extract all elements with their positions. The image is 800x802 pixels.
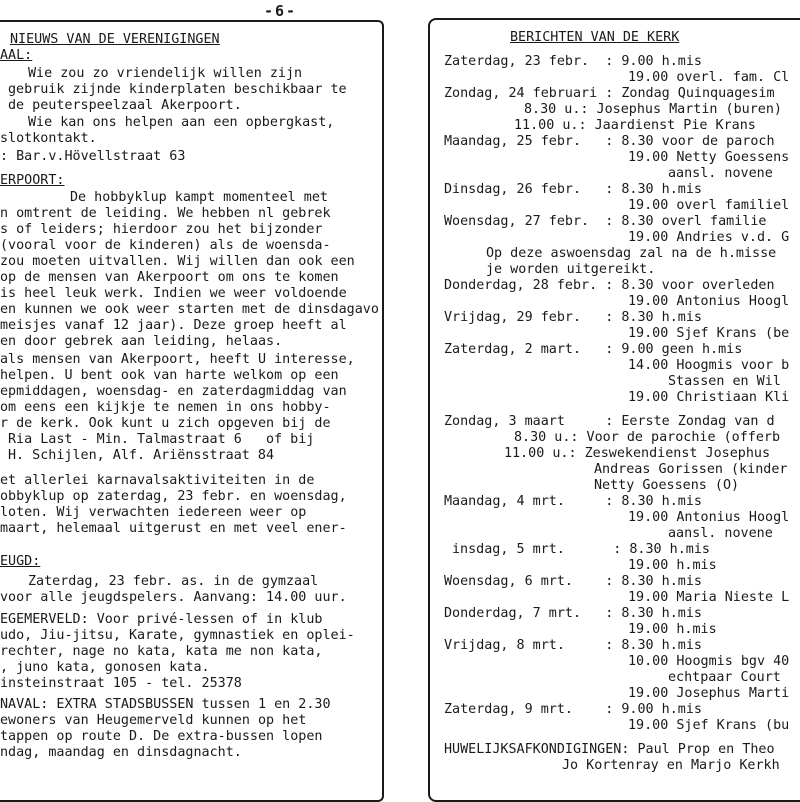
left-line: , juno kata, gonosen kata. [0, 660, 210, 675]
left-line: s of leiders; hierdoor zou het bijzonder [0, 222, 323, 237]
right-line: Vrijdag, 29 febr. : 8.30 h.mis [444, 310, 702, 325]
right-line: 14.00 Hoogmis voor b [628, 358, 790, 373]
left-line: H. Schijlen, Alf. Ariënsstraat 84 [8, 448, 275, 463]
page-number: -6- [264, 2, 298, 20]
right-line: 19.00 overl. fam. Cl [628, 70, 790, 85]
left-line: (vooral voor de kinderen) als de woensda- [0, 238, 331, 253]
right-line: 19.00 Sjef Krans (be [628, 326, 790, 341]
left-title: NIEUWS VAN DE VERENIGINGEN [10, 32, 220, 47]
left-line: obbyklup op zaterdag, 23 febr. en woensdag, [0, 489, 347, 504]
left-line: de peuterspeelzaal Akerpoort. [8, 98, 242, 113]
left-line: is heel leuk werk. Indien we weer voldoende [0, 286, 347, 301]
right-line: 8.30 u.: Josephus Martin (buren) [524, 102, 782, 117]
right-line: aansl. novene [668, 526, 773, 541]
right-line: 19.00 Sjef Krans (bu [628, 718, 790, 733]
right-line: 19.00 Antonius Hoogl [628, 510, 790, 525]
left-line: slotkontakt. [0, 131, 97, 146]
right-line: Woensdag, 6 mrt. : 8.30 h.mis [444, 574, 702, 589]
right-line: Zondag, 24 februari : Zondag Quinquagesim [444, 86, 775, 101]
right-line: Zondag, 3 maart : Eerste Zondag van d [444, 414, 775, 429]
left-line: insteinstraat 105 - tel. 25378 [0, 676, 242, 691]
left-line: om eens een kijkje te nemen in ons hobby- [0, 400, 331, 415]
right-line: insdag, 5 mrt. : 8.30 h.mis [452, 542, 710, 557]
right-line: Vrijdag, 8 mrt. : 8.30 h.mis [444, 638, 702, 653]
right-line: 19.00 Antonius Hoogl [628, 294, 790, 309]
left-line: gebruik zijnde kinderplaten beschikbaar te [8, 82, 347, 97]
right-line: je worden uitgereikt. [486, 262, 656, 277]
right-line: Zaterdag, 9 mrt. : 9.00 h.mis [444, 702, 702, 717]
left-line: EGEMERVELD: Voor privé-lessen of in klub [0, 612, 323, 627]
left-line: voor alle jeugdspelers. Aanvang: 14.00 uur. [0, 590, 347, 605]
left-line: op de mensen van Akerpoort om ons te komen [0, 270, 339, 285]
left-line: De hobbyklup kampt momenteel met [70, 190, 328, 205]
right-line: 11.00 u.: Jaardienst Pie Krans [514, 118, 756, 133]
right-line: Maandag, 4 mrt. : 8.30 h.mis [444, 494, 702, 509]
right-line: Jo Kortenray en Marjo Kerkh [562, 758, 780, 773]
right-line: 19.00 Christiaan Kli [628, 390, 790, 405]
right-line: 19.00 Netty Goessens [628, 150, 790, 165]
right-line: HUWELIJKSAFKONDIGINGEN: Paul Prop en Theo [444, 742, 775, 757]
left-line: AAL: [0, 48, 33, 63]
left-line: epmiddagen, woensdag- en zaterdagmiddag van [0, 384, 347, 399]
right-line: aansl. novene [668, 166, 773, 181]
right-line: Op deze aswoensdag zal na de h.misse [486, 246, 777, 261]
left-panel-verenigingen [0, 20, 384, 802]
left-line: als mensen van Akerpoort, heeft U interesse, [0, 352, 355, 367]
right-line: Donderdag, 7 mrt. : 8.30 h.mis [444, 606, 702, 621]
left-line: ndag, maandag en dinsdagnacht. [0, 745, 242, 760]
right-line: 19.00 h.mis [628, 558, 717, 573]
right-line: 8.30 u.: Voor de parochie (offerb [514, 430, 781, 445]
right-line: 11.00 u.: Zeswekendienst Josephus [504, 446, 771, 461]
right-title: BERICHTEN VAN DE KERK [510, 30, 680, 45]
left-line: meisjes vanaf 12 jaar). Deze groep heeft al [0, 318, 347, 333]
left-line: maart, helemaal uitgerust en met veel ener- [0, 521, 347, 536]
right-line: 19.00 Maria Nieste L [628, 590, 790, 605]
left-line: Wie zou zo vriendelijk willen zijn [28, 66, 303, 81]
left-line: Wie kan ons helpen aan een opbergkast, [28, 115, 335, 130]
right-line: Dinsdag, 26 febr. : 8.30 h.mis [444, 182, 702, 197]
left-line: loten. Wij verwachten iedereen weer op [0, 505, 307, 520]
left-line: Zaterdag, 23 febr. as. in de gymzaal [28, 574, 319, 589]
left-line: helpen. U bent ook van harte welkom op een [0, 368, 339, 383]
left-line: : Bar.v.Hövellstraat 63 [0, 149, 186, 164]
right-line: Zaterdag, 2 mart. : 9.00 geen h.mis [444, 342, 743, 357]
right-line: Andreas Gorissen (kinder [594, 462, 788, 477]
right-panel-kerk [428, 18, 800, 802]
left-line: ewoners van Heugemerveld kunnen op het [0, 713, 307, 728]
right-line: Netty Goessens (O) [594, 478, 740, 493]
left-line: udo, Jiu-jitsu, Karate, gymnastiek en oplei- [0, 628, 355, 643]
left-line: en kunnen we ook weer starten met de dinsdagavo [0, 302, 379, 317]
right-line: Stassen en Wil [668, 374, 781, 389]
right-line: echtpaar Court [668, 670, 781, 685]
left-line: Ria Last - Min. Talmastraat 6 of bij [8, 432, 315, 447]
right-line: 19.00 h.mis [628, 622, 717, 637]
right-line: Maandag, 25 febr. : 8.30 voor de paroch [444, 134, 775, 149]
left-line: et allerlei karnavalsaktiviteiten in de [0, 473, 315, 488]
left-line: zou moeten uitvallen. Wij willen dan ook een [0, 254, 355, 269]
right-line: 19.00 Josephus Marti [628, 686, 790, 701]
left-line: r de kerk. Ook kunt u zich opgeven bij de [0, 416, 331, 431]
left-line: NAVAL: EXTRA STADSBUSSEN tussen 1 en 2.30 [0, 697, 331, 712]
left-line: n omtrent de leiding. We hebben nl gebrek [0, 206, 331, 221]
right-line: 10.00 Hoogmis bgv 40 [628, 654, 790, 669]
left-line: tappen op route D. De extra-bussen lopen [0, 729, 323, 744]
left-line: ERPOORT: [0, 173, 65, 188]
right-line: Zaterdag, 23 febr. : 9.00 h.mis [444, 54, 702, 69]
left-line: rechter, nage no kata, kata me non kata, [0, 644, 323, 659]
right-line: 19.00 Andries v.d. G [628, 230, 790, 245]
left-line: en door gebrek aan leiding, helaas. [0, 334, 283, 349]
right-line: Donderdag, 28 febr. : 8.30 voor overleden [444, 278, 775, 293]
right-line: Woensdag, 27 febr. : 8.30 overl familie [444, 214, 767, 229]
right-line: 19.00 overl familiel [628, 198, 790, 213]
left-line: EUGD: [0, 554, 41, 569]
